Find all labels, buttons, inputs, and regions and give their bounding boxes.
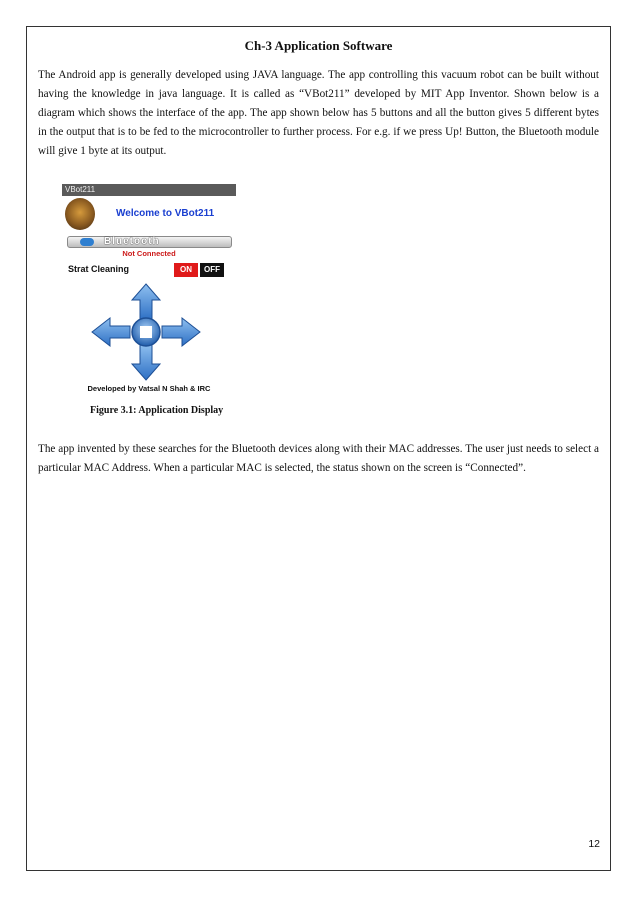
right-arrow-button[interactable] [162, 318, 200, 346]
up-arrow-button[interactable] [132, 284, 160, 320]
welcome-text: Welcome to VBot211 [116, 208, 215, 219]
connection-status: Not Connected [122, 249, 176, 258]
bluetooth-button[interactable] [67, 236, 232, 248]
off-button[interactable]: OFF [200, 263, 224, 277]
stop-button[interactable] [132, 318, 160, 346]
app-title-bar [62, 184, 236, 196]
page-number: 12 [588, 838, 600, 850]
chapter-title: Ch-3 Application Software [244, 38, 393, 53]
direction-pad [90, 282, 202, 382]
developer-credits: Developed by Vatsal N Shah & IRC [87, 384, 211, 393]
app-window-title: VBot211 [65, 185, 96, 194]
down-arrow-button[interactable] [132, 344, 160, 380]
paragraph-bluetooth: The app invented by these searches for the Bluetooth devices along with their MAC addresses. The user just needs to select a particular MAC Address. When a particular MAC is selected, the status shown on the screen is “Connected”. [38, 443, 599, 474]
stop-square-icon [140, 326, 152, 338]
figure-caption: Figure 3.1: Application Display [90, 405, 224, 416]
robot-avatar-icon [65, 198, 95, 230]
bluetooth-icon [80, 238, 94, 246]
left-arrow-button[interactable] [92, 318, 130, 346]
paragraph-intro: The Android app is generally developed using JAVA language. The app controlling this vacuum robot can be built without having the knowledge in java language. It is called as “VBot211” developed by MIT App Inventor. Shown below is a diagram which shows the interface of the app. The app shown below has 5 buttons and all the button gives 5 different bytes in the output that is to be fed to the microcontroller to further process. For e.g. if we press Up! Button, the Bluetooth module will give 1 byte at its output. [38, 69, 599, 157]
app-screenshot-figure [62, 184, 236, 396]
bluetooth-button-label: Bluetooth [104, 236, 160, 247]
cleaning-label: Strat Cleaning [68, 264, 130, 274]
on-button[interactable]: ON [174, 263, 198, 277]
